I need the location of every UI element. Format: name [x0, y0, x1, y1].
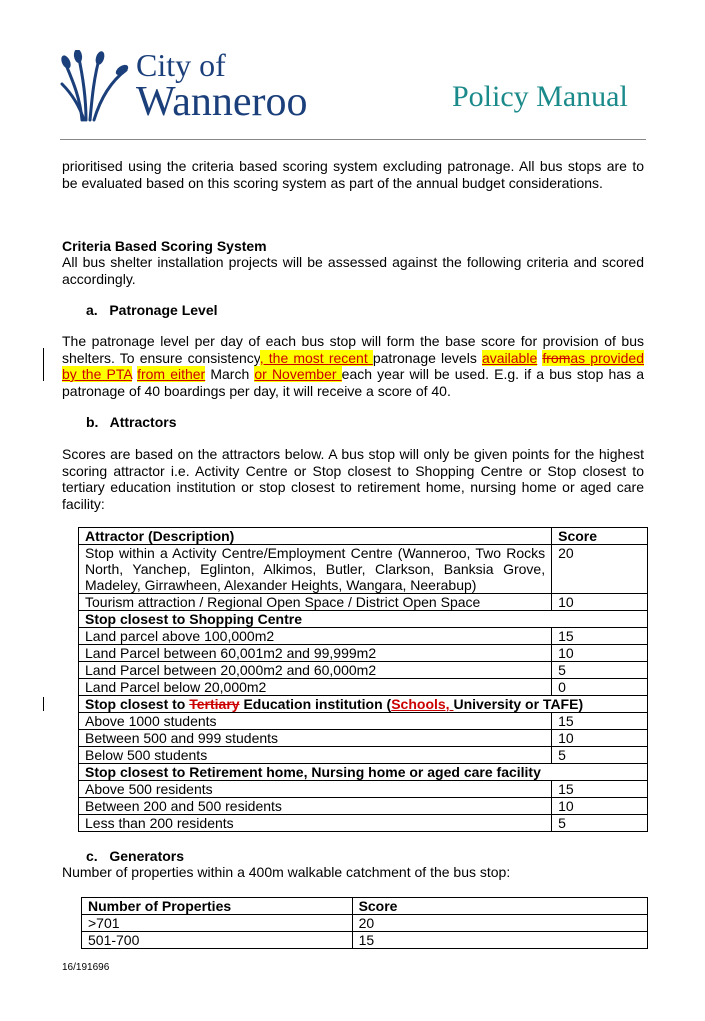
- table-cell: 5: [552, 815, 648, 832]
- attractors-paragraph: Scores are based on the attractors below. A bus stop will only be given points for the highest scoring attractor i.e. Activity Centre or Stop closest to Shopping Centre or Stop closest to tertiary education institution or stop closest to retirement home, nursing home or aged care facility:: [62, 446, 644, 512]
- table-row: [79, 815, 648, 832]
- table-row: [79, 662, 648, 679]
- table-row: [79, 545, 648, 594]
- table-cell: Land Parcel between 60,001m2 and 99,999m2: [79, 645, 552, 662]
- city-logo: [60, 48, 330, 128]
- table-cell: 0: [552, 679, 648, 696]
- deleted-text: Tertiary: [189, 696, 240, 712]
- subheading-education: [79, 696, 648, 713]
- table-subheading-row: [79, 764, 648, 781]
- header-divider: [60, 139, 646, 140]
- table-cell: 15: [552, 713, 648, 730]
- patronage-text-2: patronage levels: [372, 349, 482, 366]
- table-row: [79, 747, 648, 764]
- logo-line-wanneroo: Wanneroo: [136, 79, 308, 125]
- generators-text: Number of properties within a 400m walkable catchment of the bus stop:: [62, 864, 511, 880]
- patronage-text-1: The patronage level per day of each bus stop will form the base score for provision of bus shelters. To ensure consistency: [62, 333, 644, 366]
- column-header: Number of Properties: [82, 898, 353, 915]
- table-cell: Land parcel above 100,000m2: [79, 628, 552, 645]
- inserted-text: Schools,: [391, 696, 454, 712]
- table-row: [79, 781, 648, 798]
- table-cell: Land Parcel below 20,000m2: [79, 679, 552, 696]
- table-cell: Stop within a Activity Centre/Employment Centre (Wanneroo, Two Rocks North, Yanchep, Eglinton, Alkimos, Butler, Clarkson, Banksia Grove, Madeley, Girrawheen, Alexander Heights, Wangara, Neerabup): [79, 545, 552, 594]
- table-cell: 10: [552, 798, 648, 815]
- table-cell: 15: [552, 628, 648, 645]
- table-cell: 10: [552, 594, 648, 611]
- table-cell: 501-700: [82, 932, 353, 949]
- table-cell: 5: [552, 662, 648, 679]
- section-c-heading: c. Generators: [86, 848, 185, 864]
- subheading-retirement: Stop closest to Retirement home, Nursing home or aged care facility: [79, 764, 648, 781]
- subheading-shopping: Stop closest to Shopping Centre: [79, 611, 648, 628]
- table-cell: >701: [82, 915, 353, 932]
- subheading-text: Stop closest to: [85, 696, 190, 712]
- table-subheading-row: [79, 696, 648, 713]
- table-header-row: [82, 898, 648, 915]
- table-row: [79, 679, 648, 696]
- patronage-paragraph: [62, 333, 644, 399]
- grass-emblem-icon: [60, 50, 132, 122]
- subheading-text: University or TAFE): [453, 696, 584, 712]
- table-row: [79, 645, 648, 662]
- policy-manual-title: Policy Manual: [452, 80, 628, 113]
- table-cell: 10: [552, 645, 648, 662]
- inserted-text: as provided by the PTA: [62, 349, 644, 382]
- inserted-text: or November: [254, 366, 342, 382]
- table-cell: Land Parcel between 20,000m2 and 60,000m2: [79, 662, 552, 679]
- inserted-text: , the most recent: [259, 349, 373, 366]
- table-row: [82, 932, 648, 949]
- generators-table: [81, 897, 648, 949]
- table-cell: 20: [352, 915, 647, 932]
- intro-paragraph: prioritised using the criteria based scoring system excluding patronage. All bus stops are to be evaluated based on this scoring system as part of the annual budget considerations.: [62, 158, 644, 191]
- table-cell: Tourism attraction / Regional Open Space / District Open Space: [79, 594, 552, 611]
- change-bar: [43, 697, 44, 711]
- inserted-text: from either: [137, 366, 206, 382]
- table-cell: Between 200 and 500 residents: [79, 798, 552, 815]
- column-header: Score: [352, 898, 647, 915]
- section-a-heading: a. Patronage Level: [86, 302, 218, 318]
- table-row: [82, 915, 648, 932]
- attractors-table: [78, 527, 648, 832]
- patronage-text-6: each year will be used. E.g. if a bus stop has a patronage of 40 boardings per day, it will receive a score of 40.: [62, 366, 644, 399]
- table-row: [79, 798, 648, 815]
- criteria-heading: Criteria Based Scoring System: [62, 238, 267, 254]
- table-cell: Above 1000 students: [79, 713, 552, 730]
- section-b-heading: b. Attractors: [86, 414, 177, 430]
- patronage-text-5: March: [205, 366, 255, 382]
- column-header: Score: [552, 528, 648, 545]
- criteria-text: All bus shelter installation projects will be assessed against the following criteria and scored accordingly.: [62, 254, 644, 287]
- table-row: [79, 628, 648, 645]
- table-header-row: [79, 528, 648, 545]
- table-row: [79, 594, 648, 611]
- table-cell: Less than 200 residents: [79, 815, 552, 832]
- table-cell: 10: [552, 730, 648, 747]
- table-cell: 15: [552, 781, 648, 798]
- table-subheading-row: [79, 611, 648, 628]
- change-bar: [43, 348, 44, 381]
- table-row: [79, 713, 648, 730]
- table-cell: 5: [552, 747, 648, 764]
- table-cell: 15: [352, 932, 647, 949]
- logo-line-city-of: City of: [136, 47, 226, 83]
- table-row: [79, 730, 648, 747]
- column-header: Attractor (Description): [79, 528, 552, 545]
- table-cell: Below 500 students: [79, 747, 552, 764]
- inserted-text: available: [481, 349, 538, 366]
- table-cell: 20: [552, 545, 648, 594]
- deleted-text: from: [542, 349, 571, 366]
- document-id: 16/191696: [62, 962, 110, 973]
- table-cell: Between 500 and 999 students: [79, 730, 552, 747]
- table-cell: Above 500 residents: [79, 781, 552, 798]
- subheading-text: Education institution (: [239, 696, 392, 712]
